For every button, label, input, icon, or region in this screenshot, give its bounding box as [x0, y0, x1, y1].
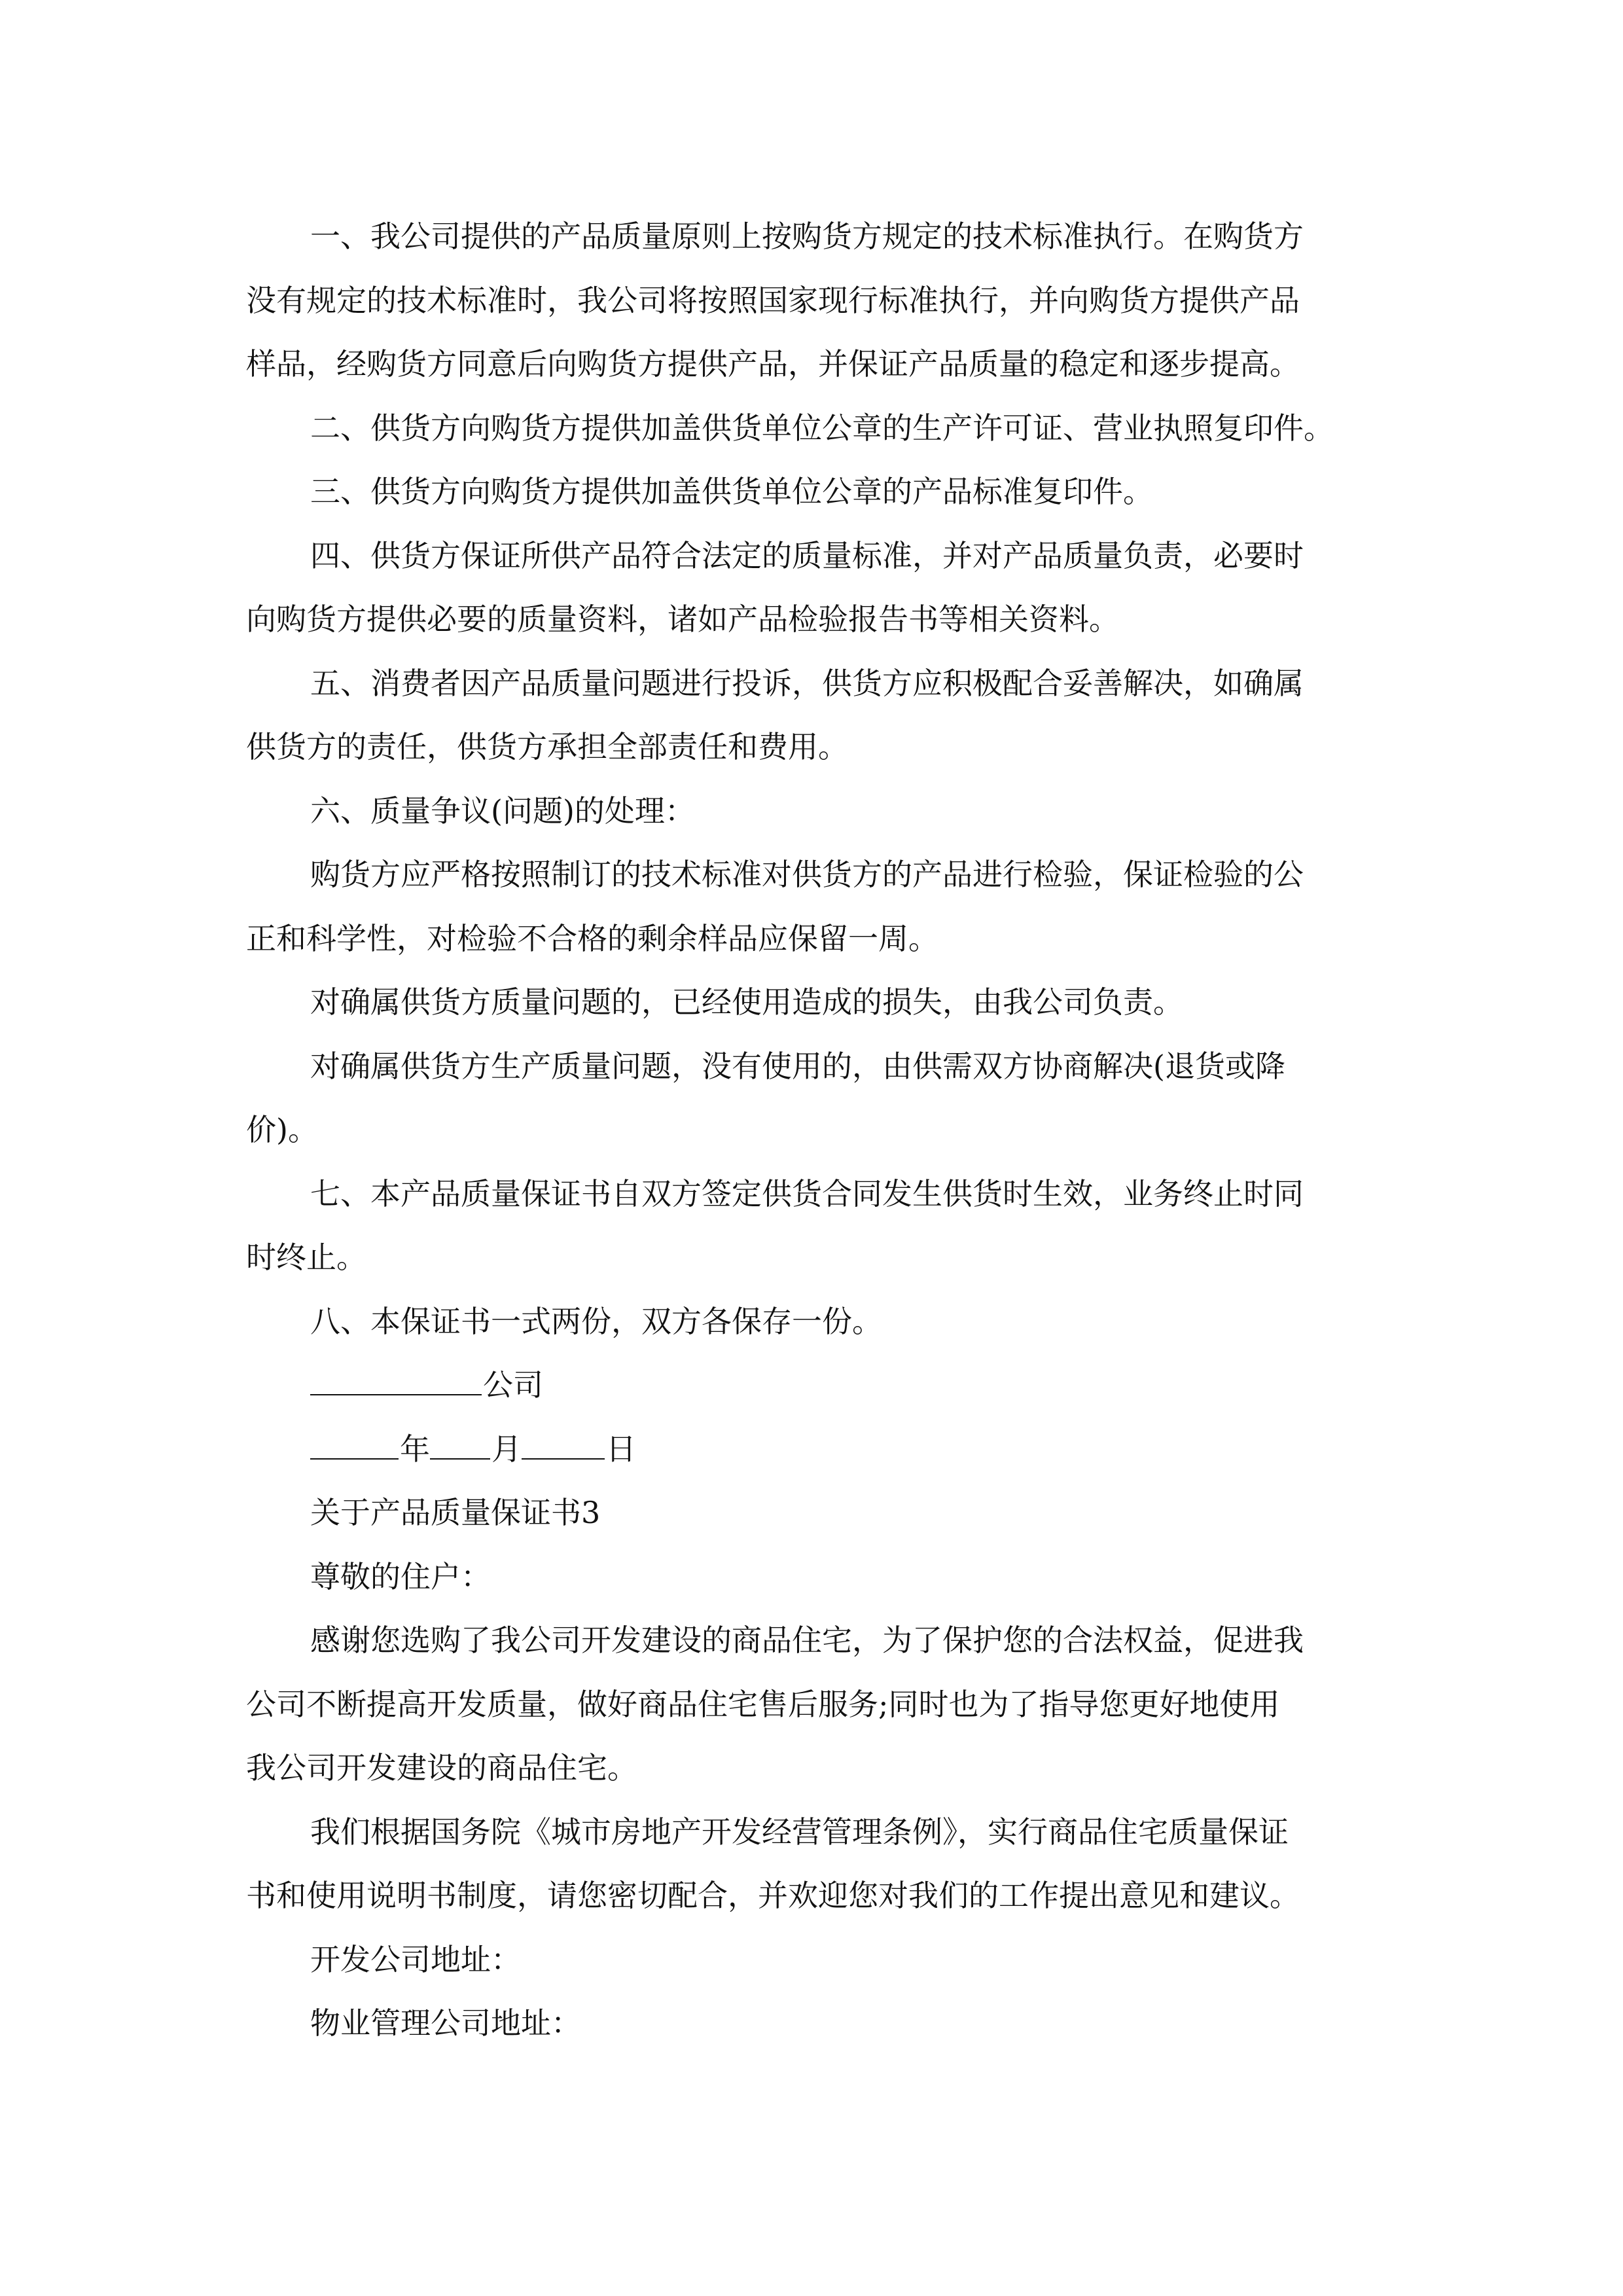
clause-3: 三、供货方向购货方提供加盖供货单位公章的产品标准复印件。 — [310, 474, 1153, 509]
intro-line-1: 感谢您选购了我公司开发建设的商品住宅，为了保护您的合法权益，促进我 — [310, 1623, 1304, 1658]
clause-7-line-1: 七、本产品质量保证书自双方签定供货合同发生供货时生效，业务终止时同 — [310, 1175, 1304, 1211]
intro-line-2: 公司不断提高开发质量，做好商品住宅售后服务;同时也为了指导您更好地使用 — [246, 1686, 1280, 1722]
document-page — [246, 205, 1385, 2056]
clause-8: 八、本保证书一式两份，双方各保存一份。 — [310, 1303, 882, 1339]
clause-7-line-2: 时终止。 — [246, 1240, 366, 1275]
clause-4-line-1: 四、供货方保证所供产品符合法定的质量标准，并对产品质量负责，必要时 — [310, 537, 1304, 573]
regulation-line-2: 书和使用说明书制度，请您密切配合，并欢迎您对我们的工作提出意见和建议。 — [246, 1878, 1300, 1913]
clause-1-line-1: 一、我公司提供的产品质量原则上按购货方规定的技术标准执行。在购货方 — [310, 219, 1304, 254]
month-label: 月 — [491, 1431, 522, 1467]
clause-4-line-2: 向购货方提供必要的质量资料，诸如产品检验报告书等相关资料。 — [246, 601, 1119, 637]
clause-6-para-1-line-2: 正和科学性，对检验不合格的剩余样品应保留一周。 — [246, 920, 938, 956]
intro-line-3: 我公司开发建设的商品住宅。 — [246, 1750, 637, 1785]
company-name-blank — [310, 1360, 482, 1395]
property-management-address-label: 物业管理公司地址： — [310, 2005, 581, 2041]
clause-6-para-3-line-1: 对确属供货方生产质量问题，没有使用的，由供需双方协商解决(退货或降 — [310, 1048, 1285, 1084]
clause-6-para-2: 对确属供货方质量问题的，已经使用造成的损失，由我公司负责。 — [310, 984, 1183, 1020]
developer-address-label: 开发公司地址： — [310, 1941, 521, 1977]
day-label: 日 — [606, 1431, 636, 1467]
signature-company-line — [246, 1354, 1385, 1418]
year-blank — [310, 1424, 399, 1460]
year-label: 年 — [400, 1431, 430, 1467]
clause-6-heading: 六、质量争议(问题)的处理： — [310, 793, 695, 829]
month-blank — [430, 1424, 490, 1460]
greeting: 尊敬的住户： — [310, 1558, 491, 1594]
company-suffix: 公司 — [483, 1367, 543, 1403]
clause-6-para-3-line-2: 价)。 — [246, 1112, 318, 1147]
clause-2: 二、供货方向购货方提供加盖供货单位公章的生产许可证、营业执照复印件。 — [310, 410, 1334, 446]
clause-1-line-2: 没有规定的技术标准时，我公司将按照国家现行标准执行，并向购货方提供产品 — [246, 282, 1300, 318]
clause-6-para-1-line-1: 购货方应严格按照制订的技术标准对供货方的产品进行检验，保证检验的公 — [310, 857, 1304, 892]
section-title: 关于产品质量保证书3 — [310, 1495, 601, 1530]
clause-1-line-3: 样品，经购货方同意后向购货方提供产品，并保证产品质量的稳定和逐步提高。 — [246, 346, 1300, 382]
clause-5-line-2: 供货方的责任，供货方承担全部责任和费用。 — [246, 729, 848, 764]
signature-date-line — [246, 1418, 1385, 1482]
clause-5-line-1: 五、消费者因产品质量问题进行投诉，供货方应积极配合妥善解决，如确属 — [310, 665, 1304, 701]
regulation-line-1: 我们根据国务院《城市房地产开发经营管理条例》，实行商品住宅质量保证 — [310, 1814, 1289, 1850]
day-blank — [522, 1424, 605, 1460]
